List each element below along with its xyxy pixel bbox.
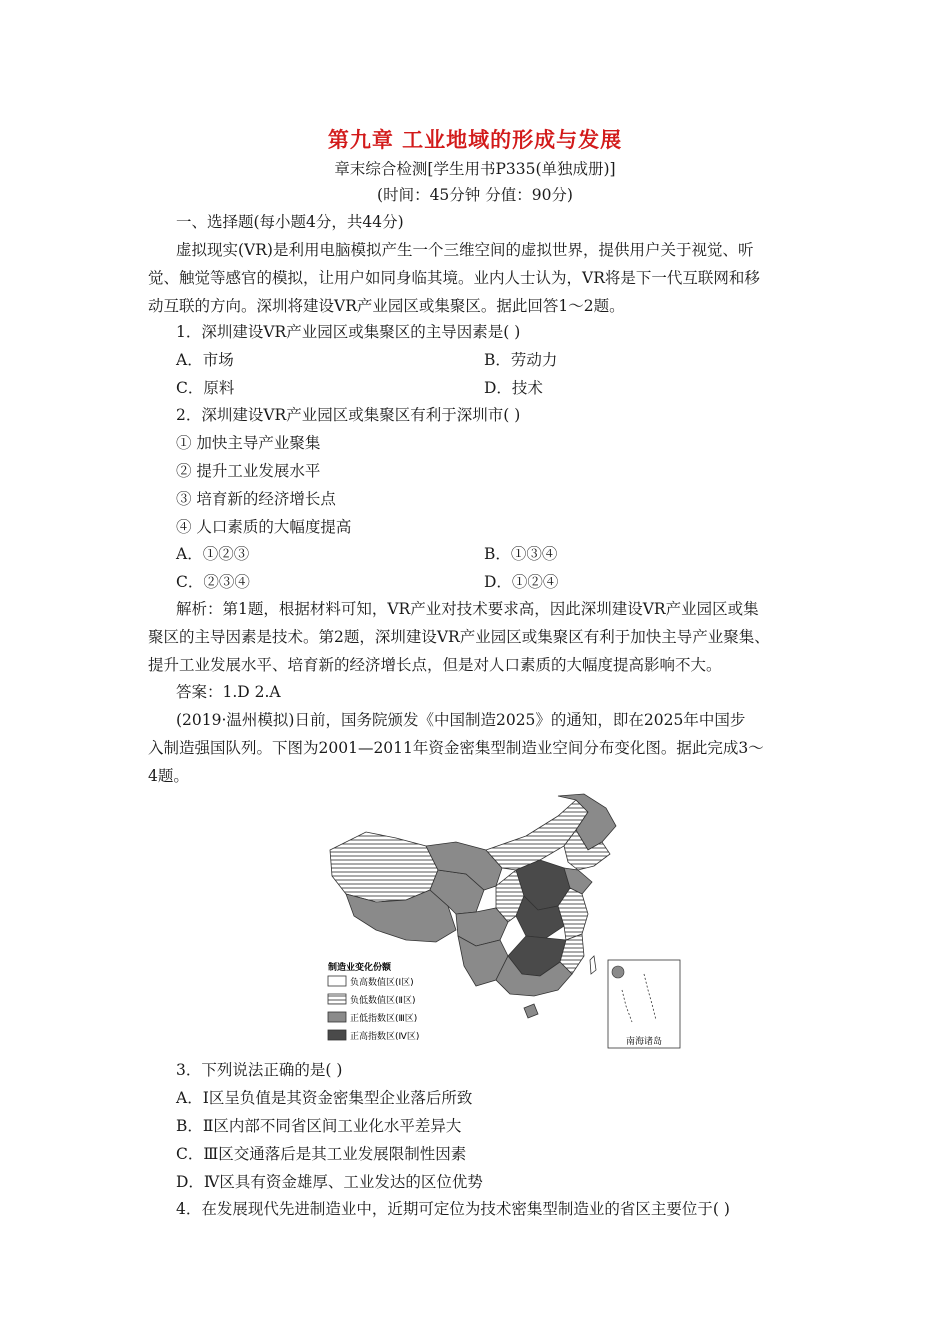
q2-option-c: C．②③④ — [176, 573, 250, 591]
legend-item-4: 正高指数区(Ⅳ区) — [350, 1032, 420, 1042]
subtitle: 章末综合检测[学生用书P335(单独成册)] — [334, 160, 616, 178]
question-3-stem: 3．下列说法正确的是( ) — [176, 1061, 343, 1079]
q3-option-a: A．Ⅰ区呈负值是其资金密集型企业落后所致 — [176, 1089, 473, 1107]
analysis-line-3: 提升工业发展水平、培育新的经济增长点，但是对人口素质的大幅度提高影响不大。 — [148, 656, 722, 674]
q1-option-b: B．劳动力 — [484, 351, 558, 369]
question-2-stem: 2．深圳建设VR产业园区或集聚区有利于深圳市( ) — [176, 406, 521, 424]
q2-item-2: ② 提升工业发展水平 — [176, 462, 321, 480]
q2-option-d: D．①②④ — [484, 573, 559, 591]
legend-title: 制造业变化份额 — [328, 963, 392, 973]
question-1-stem: 1．深圳建设VR产业园区或集聚区的主导因素是( ) — [176, 323, 521, 341]
passage1-line-2: 觉、触觉等感官的模拟，让用户如同身临其境。业内人士认为，VR将是下一代互联网和移 — [148, 269, 760, 287]
legend-item-3: 正低指数区(Ⅲ区) — [350, 1014, 418, 1024]
region-taiwan — [590, 956, 596, 974]
q1-option-c: C．原料 — [176, 379, 235, 397]
passage1-line-1: 虚拟现实(VR)是利用电脑模拟产生一个三维空间的虚拟世界，提供用户关于视觉、听 — [176, 241, 754, 259]
analysis-line-1: 解析：第1题，根据材料可知，VR产业对技术要求高，因此深圳建设VR产业园区或集 — [176, 600, 759, 618]
question-4-stem: 4．在发展现代先进制造业中，近期可定位为技术密集型制造业的省区主要位于( ) — [176, 1200, 730, 1218]
q1-option-d: D．技术 — [484, 379, 543, 397]
q2-item-4: ④ 人口素质的大幅度提高 — [176, 518, 352, 536]
section-heading: 一、选择题(每小题4分，共44分) — [176, 213, 404, 231]
q2-item-1: ① 加快主导产业聚集 — [176, 434, 321, 452]
map-svg — [326, 790, 682, 1052]
q2-option-b: B．①③④ — [484, 545, 558, 563]
legend-item-2: 负低数值区(Ⅱ区) — [350, 996, 416, 1006]
passage2-line-3: 4题。 — [148, 767, 189, 785]
q2-option-a: A．①②③ — [176, 545, 250, 563]
legend-item-1: 负高数值区(Ⅰ区) — [350, 978, 414, 988]
china-manufacturing-map — [326, 790, 682, 1052]
q3-option-c: C．Ⅲ区交通落后是其工业发展限制性因素 — [176, 1145, 467, 1163]
inset-label: 南海诸岛 — [625, 1037, 663, 1047]
region-hainan — [524, 1004, 538, 1018]
answer-line: 答案：1.D 2.A — [176, 683, 281, 701]
chapter-title: 第九章 工业地域的形成与发展 — [327, 128, 623, 152]
q3-option-d: D．Ⅳ区具有资金雄厚、工业发达的区位优势 — [176, 1173, 483, 1191]
passage2-line-2: 入制造强国队列。下图为2001—2011年资金密集型制造业空间分布变化图。据此完成3～ — [148, 739, 764, 757]
q2-item-3: ③ 培育新的经济增长点 — [176, 490, 336, 508]
analysis-line-2: 聚区的主导因素是技术。第2题，深圳建设VR产业园区或集聚区有利于加快主导产业聚集、 — [148, 628, 770, 646]
time-score-line: (时间：45分钟 分值：90分) — [377, 186, 573, 204]
passage2-line-1: (2019·温州模拟)日前，国务院颁发《中国制造2025》的通知，即在2025年中国步 — [176, 711, 746, 729]
q1-option-a: A．市场 — [176, 351, 234, 369]
region-xinjiang — [330, 832, 438, 902]
q3-option-b: B．Ⅱ区内部不同省区间工业化水平差异大 — [176, 1117, 462, 1135]
passage1-line-3: 动互联的方向。深圳将建设VR产业园区或集聚区。据此回答1～2题。 — [148, 297, 625, 315]
